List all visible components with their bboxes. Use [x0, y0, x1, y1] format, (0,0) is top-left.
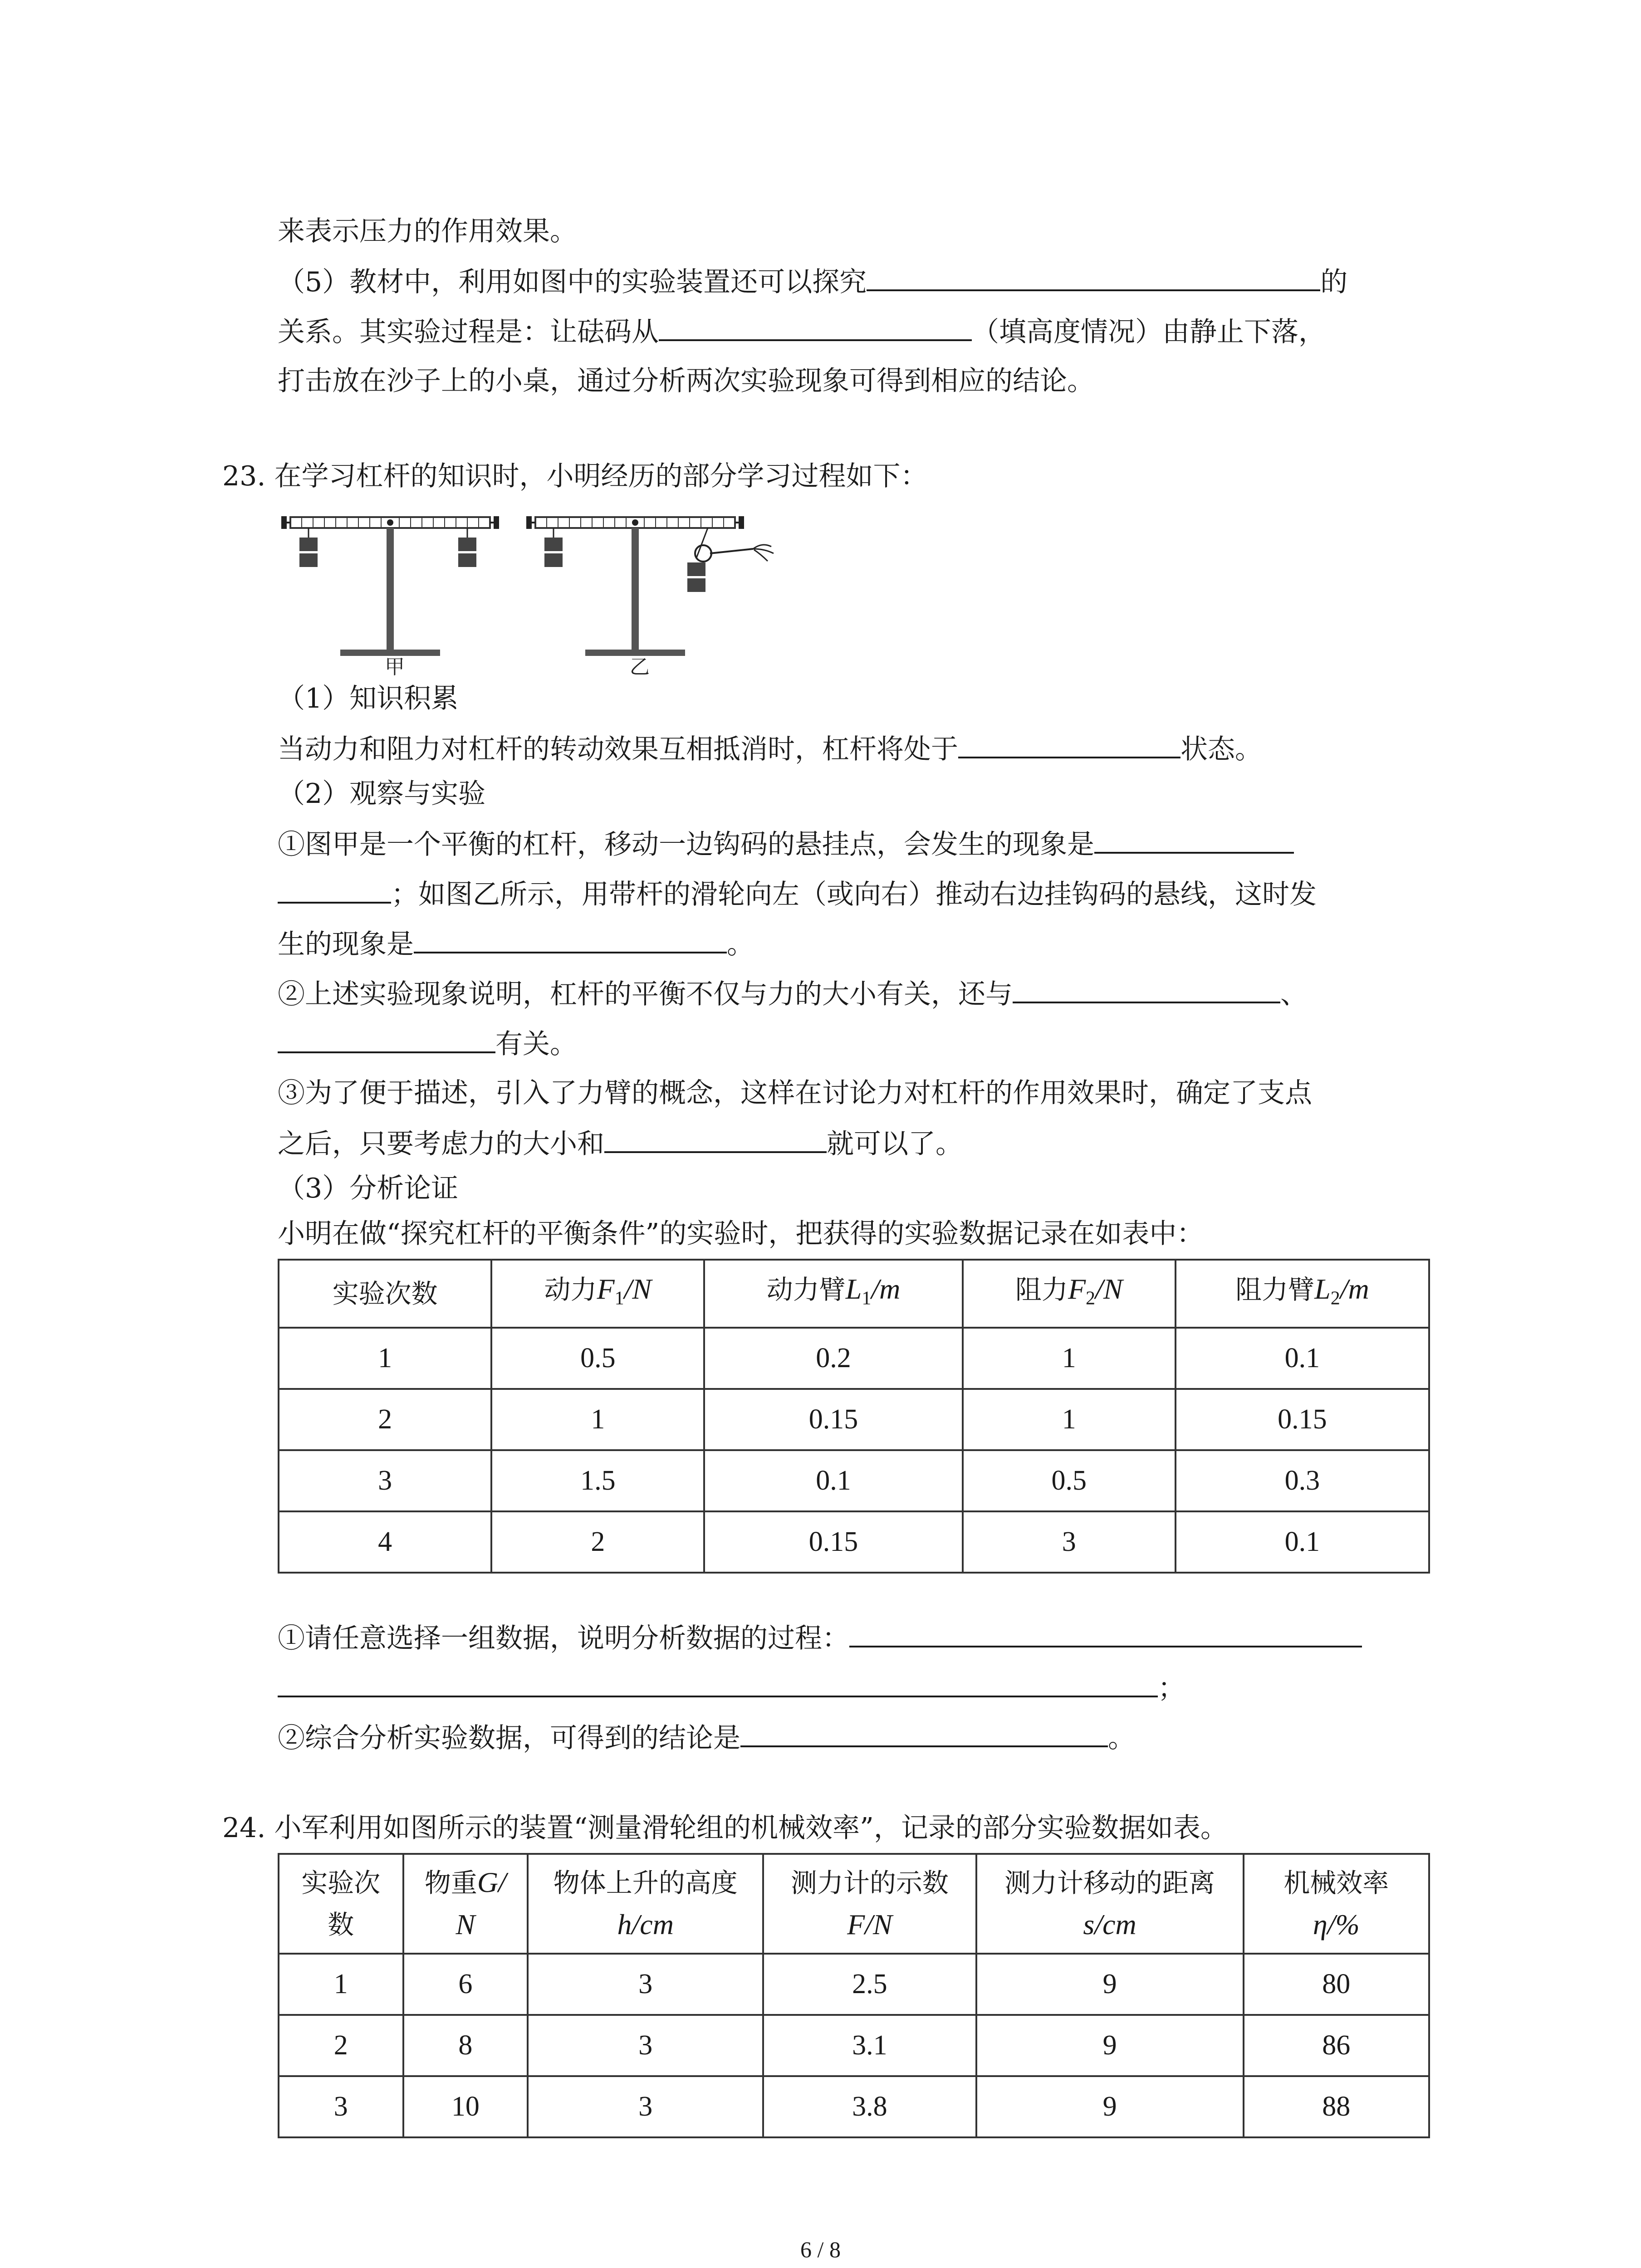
subsection-heading: （2）观察与实验 [278, 778, 486, 810]
table-cell: 3 [528, 2076, 763, 2137]
table-cell: 88 [1244, 2076, 1429, 2137]
text-line [278, 1125, 963, 1162]
question-23-title: 23. 在学习杠杆的知识时，小明经历的部分学习过程如下： [222, 460, 928, 492]
answer-blank[interactable] [278, 875, 391, 904]
text-line [278, 925, 754, 963]
table-header: 实验次数 [279, 1260, 491, 1328]
text: 有关。 [495, 1028, 577, 1060]
table-cell: 0.5 [963, 1450, 1176, 1511]
answer-blank[interactable] [1094, 826, 1294, 854]
text: 。 [1108, 1722, 1135, 1754]
table-cell: 1 [963, 1389, 1176, 1450]
text-line: 小明在做“探究杠杆的平衡条件”的实验时，把获得的实验数据记录在如表中： [278, 1218, 1204, 1250]
text-line [278, 1025, 577, 1062]
table-row [279, 1511, 1429, 1573]
table-cell: 0.3 [1176, 1450, 1429, 1511]
table-cell: 3 [279, 1450, 491, 1511]
figure-label-jia: 甲 [385, 655, 405, 676]
table-header: 阻力臂$L_2/m$ [1176, 1260, 1429, 1328]
table-cell: 86 [1244, 2015, 1429, 2076]
text: 就可以了。 [827, 1128, 963, 1160]
table-cell: 3 [963, 1511, 1176, 1573]
lever-figures [281, 503, 780, 676]
text-line [278, 730, 1262, 767]
table-cell: 1 [279, 1954, 403, 2015]
table-cell: 9 [976, 2015, 1244, 2076]
table-row [279, 1328, 1429, 1389]
answer-blank[interactable] [849, 1619, 1362, 1647]
table-cell: 0.5 [491, 1328, 704, 1389]
table-cell: 2 [279, 2015, 403, 2076]
table-cell: 1 [491, 1389, 704, 1450]
table-cell: 3 [528, 2015, 763, 2076]
table-cell: 3 [528, 1954, 763, 2015]
answer-blank[interactable] [604, 1125, 827, 1153]
question-22-5 [278, 263, 1347, 300]
text-line: 打击放在沙子上的小桌，通过分析两次实验现象可得到相应的结论。 [278, 365, 1094, 397]
table-cell: 1.5 [491, 1450, 704, 1511]
table-cell: 2.5 [763, 1954, 976, 2015]
pulley-data-table [278, 1853, 1430, 2138]
table-row [279, 1954, 1429, 2015]
text: 之后，只要考虑力的大小和 [278, 1128, 604, 1160]
table-cell: 3.8 [763, 2076, 976, 2137]
subsection-heading: （1）知识积累 [278, 683, 459, 714]
table-header: 阻力$F_2/N$ [963, 1260, 1176, 1328]
figure-label-yi: 乙 [630, 655, 650, 676]
table-cell: 6 [403, 1954, 528, 2015]
table-cell: 2 [491, 1511, 704, 1573]
text: ； [1158, 1672, 1185, 1704]
text: ①请任意选择一组数据，说明分析数据的过程： [278, 1623, 849, 1654]
table-cell: 0.2 [704, 1328, 962, 1389]
table-row [279, 2076, 1429, 2137]
table-cell: 9 [976, 2076, 1244, 2137]
table-cell: 10 [403, 2076, 528, 2137]
table-row [279, 2015, 1429, 2076]
text-line [278, 875, 1317, 913]
table-cell: 9 [976, 1954, 1244, 2015]
text-line [278, 826, 1294, 863]
text: 的 [1320, 266, 1348, 298]
table-cell: 3.1 [763, 2015, 976, 2076]
table-cell: 0.1 [704, 1450, 962, 1511]
table-header: 动力臂$L_1/m$ [704, 1260, 962, 1328]
lever-figure-a [281, 516, 499, 656]
text: （5）教材中，利用如图中的实验装置还可以探究 [278, 266, 867, 298]
table-header: 测力计移动的距离 s/cm [976, 1854, 1244, 1954]
text: 、 [1280, 978, 1308, 1010]
text-line [278, 1669, 1185, 1706]
table-header: 物体上升的高度 h/cm [528, 1854, 763, 1954]
text-line [278, 975, 1308, 1012]
table-header: 机械效率 η/% [1244, 1854, 1429, 1954]
table-row [279, 1450, 1429, 1511]
answer-blank[interactable] [1013, 975, 1280, 1003]
table-cell: 0.1 [1176, 1328, 1429, 1389]
text: ②综合分析实验数据，可得到的结论是 [278, 1722, 740, 1754]
text: 当动力和阻力对杠杆的转动效果互相抵消时，杠杆将处于 [278, 733, 958, 765]
table-cell: 8 [403, 2015, 528, 2076]
table-header-row [279, 1260, 1429, 1328]
table-cell: 2 [279, 1389, 491, 1450]
table-header: 测力计的示数 F/N [763, 1854, 976, 1954]
table-cell: 0.1 [1176, 1511, 1429, 1573]
lever-data-table [278, 1259, 1430, 1574]
answer-blank[interactable] [958, 730, 1181, 758]
subsection-heading: （3）分析论证 [278, 1173, 459, 1204]
text: ①图甲是一个平衡的杠杆，移动一边钩码的悬挂点，会发生的现象是 [278, 829, 1094, 860]
text: ；如图乙所示，用带杆的滑轮向左（或向右）推动右边挂钩码的悬线，这时发 [391, 879, 1317, 910]
table-cell: 4 [279, 1511, 491, 1573]
text-line [278, 1719, 1135, 1756]
text-line: 来表示压力的作用效果。 [278, 215, 577, 247]
answer-blank[interactable] [414, 925, 727, 953]
table-cell: 1 [279, 1328, 491, 1389]
table-header: 实验次 数 [279, 1854, 403, 1954]
table-cell: 0.15 [704, 1389, 962, 1450]
text: 。 [727, 929, 754, 960]
text: （填高度情况）由静止下落， [972, 316, 1326, 348]
text: 关系。其实验过程是：让砝码从 [278, 316, 659, 348]
answer-blank[interactable] [278, 1669, 1158, 1697]
page-number: 6 / 8 [800, 2237, 841, 2262]
table-cell: 1 [963, 1328, 1176, 1389]
question-24-title: 24. 小军利用如图所示的装置“测量滑轮组的机械效率”，记录的部分实验数据如表。 [222, 1812, 1228, 1844]
answer-blank[interactable] [740, 1719, 1108, 1747]
answer-blank[interactable] [659, 313, 972, 341]
table-header-row [279, 1854, 1429, 1954]
text-line: ③为了便于描述，引入了力臂的概念，这样在讨论力对杠杆的作用效果时，确定了支点 [278, 1077, 1312, 1109]
text: 生的现象是 [278, 929, 414, 960]
answer-blank[interactable] [867, 263, 1320, 291]
table-cell: 0.15 [704, 1511, 962, 1573]
table-row [279, 1389, 1429, 1450]
lever-figure-b [526, 516, 774, 656]
table-header: 物重G/ N [403, 1854, 528, 1954]
text-line [278, 1619, 1362, 1657]
text: ②上述实验现象说明，杠杆的平衡不仅与力的大小有关，还与 [278, 978, 1013, 1010]
text-line [278, 313, 1326, 350]
answer-blank[interactable] [278, 1025, 495, 1053]
text: 状态。 [1181, 733, 1262, 765]
table-cell: 80 [1244, 1954, 1429, 2015]
table-cell: 3 [279, 2076, 403, 2137]
table-cell: 0.15 [1176, 1389, 1429, 1450]
table-header: 动力$F_1/N$ [491, 1260, 704, 1328]
